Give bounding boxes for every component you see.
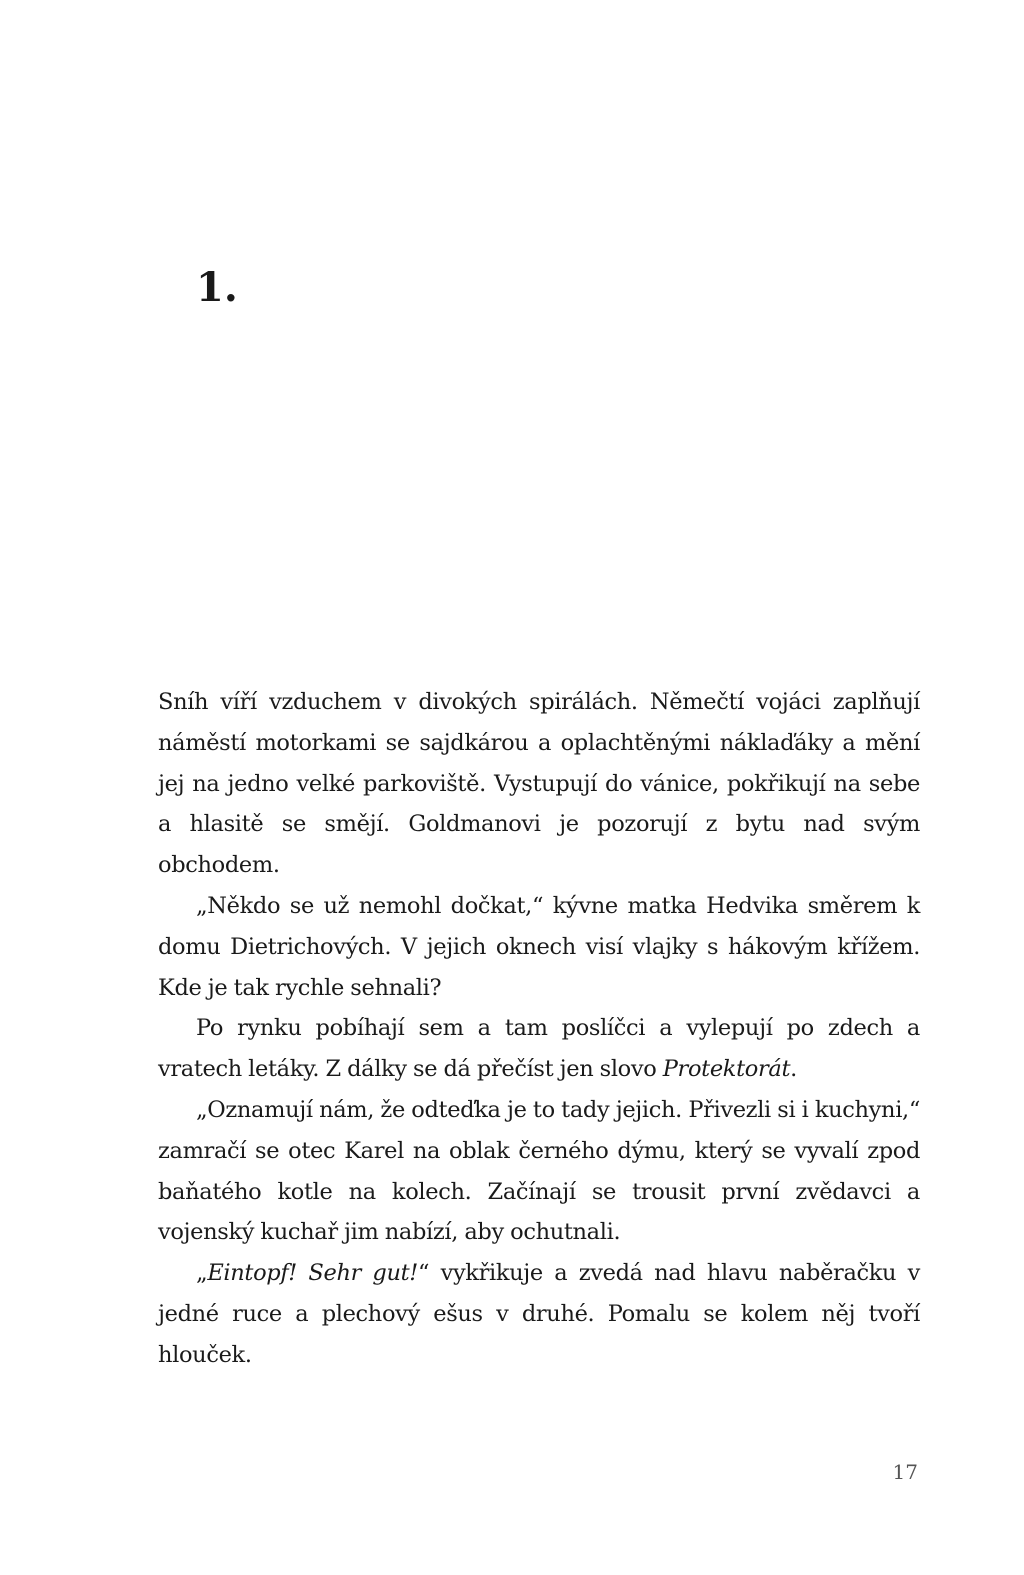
chapter-body bbox=[158, 682, 920, 1376]
paragraph-5-italic-speech: Eintopf! Sehr gut! bbox=[207, 1260, 418, 1287]
paragraph-1-text: Sníh víří vzduchem v divokých spirálách. Němečtí vojáci zaplňují náměstí motorkami se sajdkárou a oplachtěnými náklaďáky a mění jej na jedno velké parkoviště. Vystupují do vánice, pokřikují na sebe a hlasitě se smějí. Goldmanovi je pozorují z bytu nad svým obchodem. bbox=[158, 689, 920, 879]
paragraph-2-text: „Někdo se už nemohl dočkat,“ kývne matka Hedvika směrem k domu Dietrichových. V jejich oknech visí vlajky s hákovým křížem. Kde je tak rychle sehnali? bbox=[158, 892, 920, 1001]
page-number: 17 bbox=[892, 1460, 918, 1484]
paragraph-5-text: “ vykřikuje a zvedá nad hlavu naběračku v jedné ruce a plechový ešus v druhé. Pomalu se kolem něj tvoří hlouček. bbox=[158, 1260, 920, 1368]
paragraph-2 bbox=[158, 886, 920, 1008]
chapter-number: 1. bbox=[196, 264, 238, 311]
paragraph-5-open-quote: „ bbox=[196, 1260, 208, 1287]
paragraph-3-italic-term: Protektorát bbox=[662, 1056, 791, 1083]
paragraph-3-text: Po rynku pobíhají sem a tam poslíčci a vylepují po zdech a vratech letáky. Z dálky se dá přečíst jen slovo bbox=[158, 1015, 920, 1083]
paragraph-4 bbox=[158, 1090, 920, 1253]
paragraph-3 bbox=[158, 1008, 920, 1090]
paragraph-5 bbox=[158, 1253, 920, 1375]
paragraph-1 bbox=[158, 682, 920, 886]
paragraph-4-text: „Oznamují nám, že odteďka je to tady jejich. Přivezli si i kuchyni,“ zamračí se otec Karel na oblak černého dýmu, který se vyvalí zpod baňatého kotle na kolech. Začínají se trousit první zvědavci a vojenský kuchař jim nabízí, aby ochutnali. bbox=[158, 1096, 920, 1246]
paragraph-3-end: . bbox=[790, 1056, 797, 1083]
